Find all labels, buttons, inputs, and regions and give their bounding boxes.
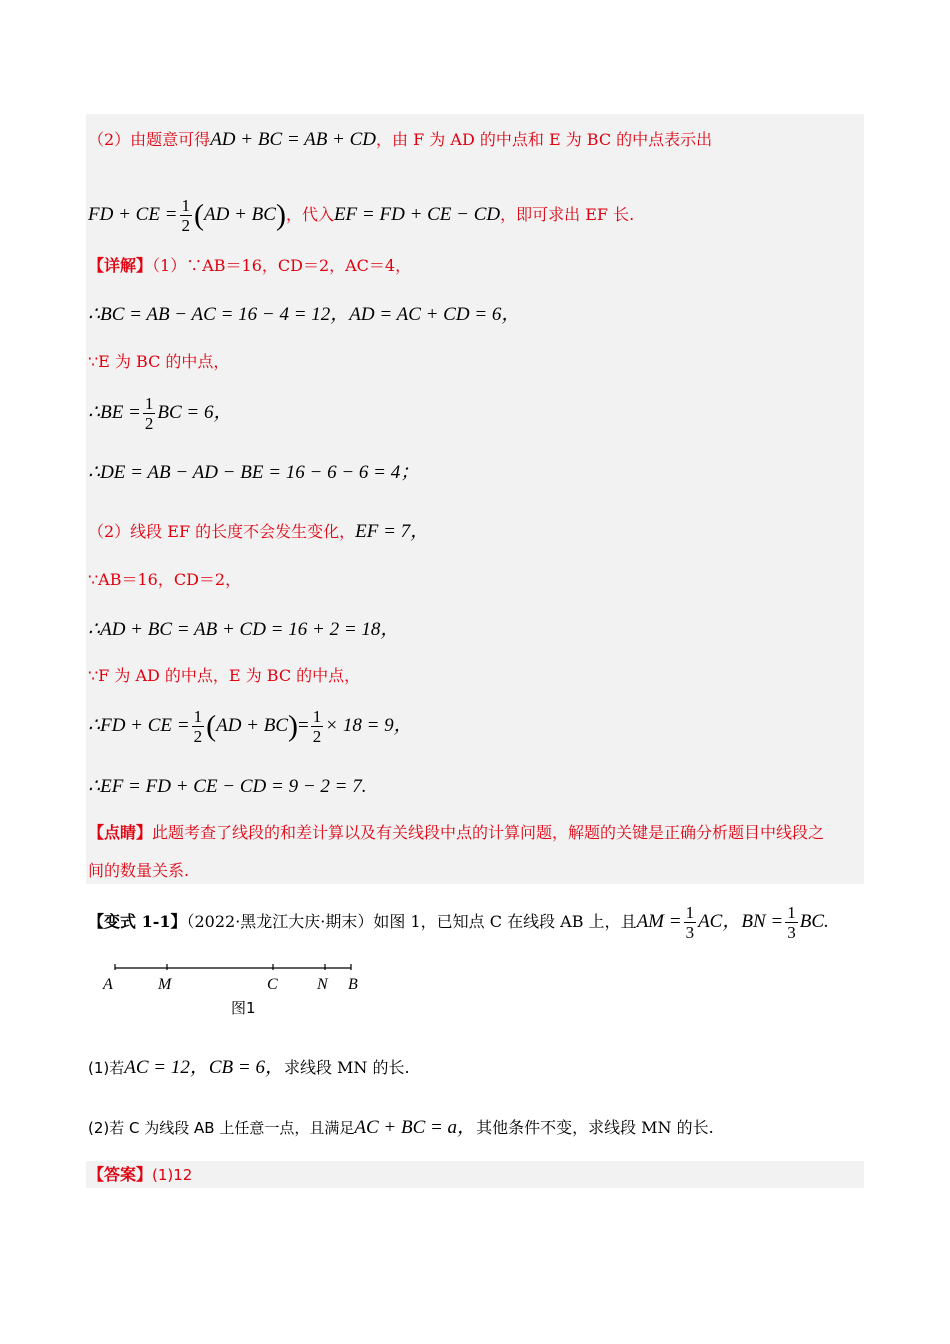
equation: AC = 12，CB = 6， xyxy=(124,1057,284,1078)
detail-label: 【详解】 xyxy=(88,256,153,275)
problem-label: 【变式 1-1】 xyxy=(88,912,187,931)
answer-text: (1)12 xyxy=(152,1166,193,1184)
comment-line-2: 间的数量关系. xyxy=(88,861,190,880)
equation: FD + CE = xyxy=(88,204,178,225)
problem-text: 如图 1，已知点 C 在线段 AB 上，且 xyxy=(373,912,637,931)
step-d: ∴DE = AB − AD − BE = 16 − 6 − 6 = 4； xyxy=(88,462,420,483)
question-2 xyxy=(88,1116,714,1140)
equation: AD + BC = AB + CD xyxy=(210,129,377,150)
point-label-b: B xyxy=(348,976,358,993)
fraction: $\frac{1}{2}$ xyxy=(144,394,154,433)
step-a: ∴BC = AB − AC = 16 − 4 = 12，AD = AC + CD = 6， xyxy=(88,304,521,325)
q1-prefix: (1)若 xyxy=(88,1059,125,1077)
step-c xyxy=(88,394,232,433)
equation: BC. xyxy=(799,911,829,932)
comment-label: 【点睛】 xyxy=(88,823,153,842)
equation: EF = FD + CE − CD xyxy=(333,204,501,225)
equation: BN = xyxy=(741,911,784,932)
equation: AC + BC = a， xyxy=(354,1117,477,1138)
step-h: ∴FD + CE = $\frac{1}{2}$ (AD + BC)= $\frac{1}{2}$ × 18 = 9， xyxy=(88,707,413,746)
point-label-n: N xyxy=(317,976,328,993)
hint-prefix: （2）由题意可得 xyxy=(88,130,211,149)
fraction: $\frac{1}{2}$ xyxy=(312,707,322,746)
point-label-a: A xyxy=(103,976,113,993)
answer-label: 【答案】 xyxy=(88,1165,153,1184)
point-label-c: C xyxy=(267,976,278,993)
detail-text: （1）∵AB＝16，CD＝2，AC＝4， xyxy=(152,256,412,275)
equation: BC = 6， xyxy=(157,402,233,423)
hint-mid: ，由 F 为 AD 的中点和 E 为 BC 的中点表示出 xyxy=(376,130,713,149)
equation: AD + BC xyxy=(204,204,276,225)
answer-line xyxy=(88,1163,192,1187)
step-i: ∴EF = FD + CE − CD = 9 − 2 = 7. xyxy=(88,776,367,797)
equation: AC， xyxy=(698,911,742,932)
fraction: $\frac{1}{3}$ xyxy=(787,903,796,942)
fraction: $\frac{1}{3}$ xyxy=(685,903,695,942)
step-g: ∵F 为 AD 的中点，E 为 BC 的中点， xyxy=(88,666,361,685)
step-e: ∵AB＝16，CD＝2， xyxy=(88,570,242,589)
hint-line-2: FD + CE = $\frac{1}{2}$ (AD + BC)，代入EF = FD + CE − CD，即可求出 EF 长. xyxy=(88,196,635,235)
q1-text: 求线段 MN 的长. xyxy=(283,1058,410,1077)
equation: ∴BE = xyxy=(88,402,141,423)
fraction: $\frac{1}{2}$ xyxy=(193,707,203,746)
equation: AM = xyxy=(636,911,682,932)
answer-panel xyxy=(86,1161,864,1188)
comment-text: 此题考查了线段的和差计算以及有关线段中点的计算问题，解题的关键是正确分析题目中线段之 xyxy=(152,823,825,842)
q2-text: 其他条件不变，求线段 MN 的长. xyxy=(476,1118,714,1137)
equation: EF = 7， xyxy=(355,521,430,542)
comment-line-1 xyxy=(88,821,824,845)
q2-prefix: (2)若 C 为线段 AB 上任意一点，且满足 xyxy=(88,1119,355,1137)
problem-line xyxy=(88,903,829,942)
fraction: $\frac{1}{2}$ xyxy=(181,196,190,235)
point-label-m: M xyxy=(158,976,172,993)
equation: ∴FD + CE = xyxy=(88,715,190,736)
step-b: ∵E 为 BC 的中点， xyxy=(88,352,230,371)
part2-text: （2）线段 EF 的长度不会发生变化， xyxy=(88,522,356,541)
question-1 xyxy=(88,1056,410,1080)
equation: × 18 = 9， xyxy=(325,715,413,736)
hint-end: ，即可求出 EF 长. xyxy=(500,205,635,224)
figure-caption: 图1 xyxy=(231,999,256,1017)
part2-line xyxy=(88,520,429,544)
hint-line-1 xyxy=(88,128,712,152)
hint-sub: ，代入 xyxy=(285,205,334,224)
problem-source: （2022·黑龙江大庆·期末） xyxy=(186,912,374,931)
step-f: ∴AD + BC = AB + CD = 16 + 2 = 18， xyxy=(88,619,400,640)
detail-line xyxy=(88,254,411,278)
segment-figure xyxy=(95,958,375,1018)
equation: AD + BC xyxy=(216,715,289,736)
